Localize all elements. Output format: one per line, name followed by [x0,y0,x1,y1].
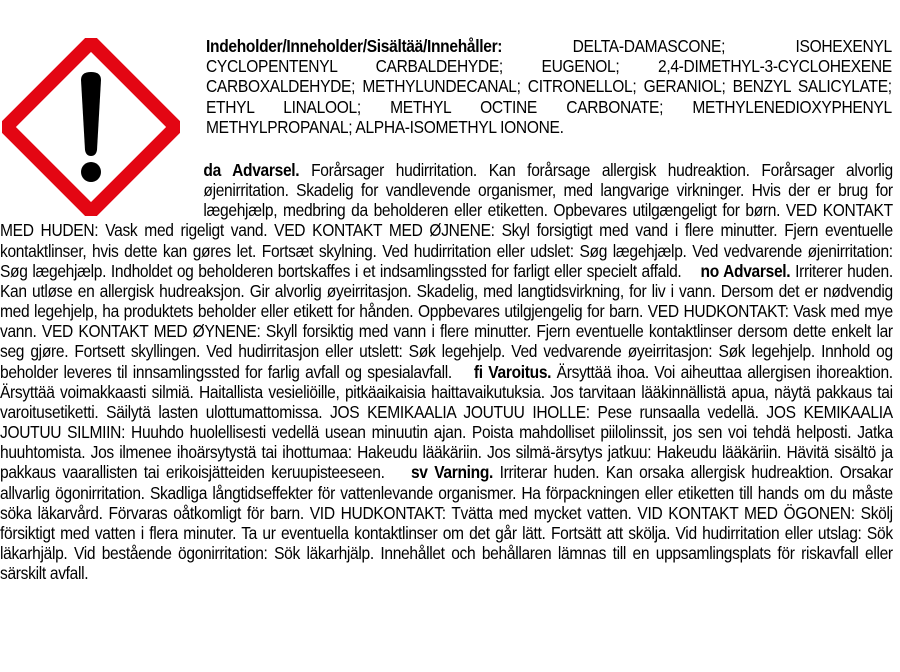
finnish-warning-text: Ärsyttää ihoa. Voi aiheuttaa allergisen ihoreaktion. Ärsyttää voimakkaasti silmiä. Haitallista vesieliöille, pitkäaikaisia haittavaikutuksia. Jos tarvitaan lääkinnällistä apua, näytä pakkaus tai varoitusetiketti. Säilytä lasten ulottumattomissa. JOS KEMIKAALIA JOUTUU IHOLLE: Pese runsaalla vedellä. JOS KEMIKAALIA JOUTUU SILMIIN: Huuhdo huolellisesti vedellä usean minuutin ajan. Poista mahdolliset piilolinssit, jos sen voi tehdä helposti. Jatka huuhtomista. Jos ilmenee ihoärsytystä tai ihottumaa: Hakeudu lääkäriin. Jos silmä-ärsytys jatkuu: Hakeudu lääkäriin. Hävitä sisältö ja pakkaus vaarallisten tai erikoisjätteiden keruupisteeseen. [0,361,893,483]
ingredients-heading: Indeholder/Inneholder/Sisältää/Innehåller: [206,36,503,56]
danish-warning-heading: da Advarsel. [203,160,300,180]
warnings-block [0,160,893,583]
swedish-warning-text: Irriterar huden. Kan orsaka allergisk hudreaktion. Orsakar allvarlig ögonirritation. Skadliga långtidseffekter för vattenlevande organismer. Ha förpackningen eller etiketten till hands om du måste söka läkarvård. Förvaras oåtkomligt för barn. VID HUDKONTAKT: Tvätta med mycket vatten. VID KONTAKT MED ÖGONEN: Skölj försiktigt med vatten i flera minuter. Ta ur eventuella kontaktlinser om det går lätt. Fortsätt att skölja. Vid hudirritation eller utslag: Sök läkarhjälp. Vid bestående ögonirritation: Sök läkarhjälp. Innehållet och behållaren lämnas till en uppsamlingsplats för riskavfall eller särskilt avfall. [0,462,893,584]
finnish-warning-heading: fi Varoitus. [473,361,552,382]
swedish-warning-heading: sv Varning. [410,462,494,483]
norwegian-warning-heading: no Advarsel. [700,260,791,281]
danish-warning-text: Forårsager hudirritation. Kan forårsage allergisk hudreaktion. Forårsager alvorlig øjenirritation. Skadelig for vandlevende organismer, med langvarige virkninger. Hvis der er brug for lægehjælp, medbring da beholderen eller etiketten. Opbevares utilgængeligt for børn. VED KONTAKT MED HUDEN: Vask med rigeligt vand. VED KONTAKT MED ØJNENE: Skyl forsigtigt med vand i flere minutter. Fjern eventuelle kontaktlinser, hvis dette kan gøres let. Fortsæt skylning. Ved hudirritation eller udslet: Søg lægehjælp. Ved vedvarende øjenirritation: Søg lægehjælp. Indholdet og beholderen bortskaffes i et indsamlingssted for farligt eller specielt affald. [0,160,893,281]
ingredients-block [206,36,892,137]
ingredients-list: DELTA-DAMASCONE; ISOHEXENYL CYCLOPENTENYL CARBALDEHYDE; EUGENOL; 2,4-DIMETHYL-3-CYCLOHEXENE CARBOXALDEHYDE; METHYLUNDECANAL; CITRONELLOL; GERANIOL; BENZYL SALICYLATE; ETHYL LINALOOL; METHYL OCTINE CARBONATE; METHYLENEDIOXYPHENYL METHYLPROPANAL; ALPHA-ISOMETHYL IONONE. [206,36,892,137]
norwegian-warning-text: Irriterer huden. Kan utløse en allergisk hudreaksjon. Gir alvorlig øyeirritasjon. Skadelig, med langtidsvirkning, for liv i vann. Dersom det er nødvendig med legehjelp, ha produktets beholder eller etikett for hånden. Oppbevares utilgjengelig for barn. VED HUDKONTAKT: Vask med mye vann. VED KONTAKT MED ØYNENE: Skyll forsiktig med vann i flere minutter. Fjern eventuelle kontaktlinser dersom dette enkelt lar seg gjøre. Fortsett skyllingen. Ved hudirritasjon eller utslett: Søk legehjelp. Ved vedvarende øyeirritasjon: Søk legehjelp. Innhold og beholder leveres til innsamlingssted for farlig avfall og spesialavfall. [0,260,893,382]
pictogram-spacer [0,160,203,218]
